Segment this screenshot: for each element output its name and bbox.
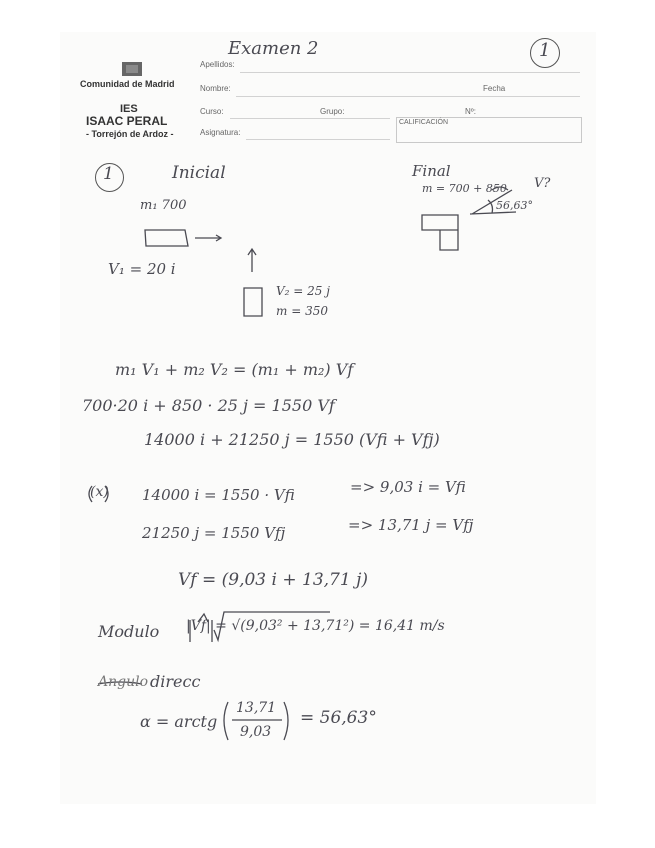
asignatura-label: Asignatura:: [200, 128, 241, 137]
modulo-label: Modulo: [98, 622, 160, 641]
inicial-label: Inicial: [172, 163, 226, 183]
mass-1: m₁ 700: [140, 198, 187, 213]
velocity-arrow-1: [195, 235, 221, 241]
school-name: ISAAC PERAL: [86, 114, 168, 128]
fecha-label: Fecha: [483, 84, 506, 93]
alpha-result: = 56,63°: [300, 708, 377, 728]
velocity-arrow-2: [248, 249, 256, 272]
page-number: 1: [539, 40, 551, 61]
grupo-label: Grupo:: [320, 107, 345, 116]
equation-y-right: => 13,71 j = Vfj: [348, 516, 474, 534]
block-1: [145, 230, 188, 246]
final-label: Final: [412, 162, 451, 180]
final-velocity: V?: [534, 176, 551, 191]
alpha-equation: α = arctg: [140, 712, 218, 731]
equation-final-velocity: Vf = (9,03 i + 13,71 j): [178, 570, 368, 590]
equation-y-left: 21250 j = 1550 Vfj: [142, 524, 286, 542]
handwritten-title: Examen 2: [228, 38, 319, 59]
school-city: - Torrejón de Ardoz -: [86, 129, 174, 139]
calificacion-label: CALIFICACIÓN: [399, 119, 449, 126]
equation-components: 14000 i + 21250 j = 1550 (Vfi + Vfj): [144, 430, 440, 449]
final-mass: m = 700 + 850: [422, 182, 507, 195]
equation-substitution: 700·20 i + 850 · 25 j = 1550 Vf: [82, 396, 335, 415]
block-2: [244, 288, 262, 316]
equation-x-left: 14000 i = 1550 · Vfi: [142, 486, 295, 504]
final-block: [422, 215, 458, 250]
alpha-numerator: 13,71: [236, 700, 277, 716]
mass-2: m = 350: [276, 304, 328, 318]
final-angle: 56,63°: [496, 199, 533, 212]
school-region: Comunidad de Madrid: [80, 79, 175, 89]
direccion-struck: Angulo: [98, 674, 149, 690]
curso-label: Curso:: [200, 107, 224, 116]
problem-number: 1: [103, 164, 114, 184]
equation-momentum: m₁ V₁ + m₂ V₂ = (m₁ + m₂) Vf: [115, 360, 354, 379]
equation-x-right: => 9,03 i = Vfi: [350, 478, 466, 496]
equation-x-label: (x): [90, 484, 109, 500]
velocity-1: V₁ = 20 i: [108, 260, 176, 278]
apellidos-label: Apellidos:: [200, 60, 235, 69]
angle-arrow: [470, 190, 516, 214]
velocity-2: V₂ = 25 j: [276, 284, 330, 298]
school-name-ies: IES: [120, 103, 138, 115]
numero-label: Nº:: [465, 107, 476, 116]
alpha-denominator: 9,03: [240, 724, 272, 740]
modulo-equation: |Vf| = √(9,03² + 13,71²) = 16,41 m/s: [186, 618, 445, 634]
direccion-label: direcc: [150, 672, 201, 691]
nombre-label: Nombre:: [200, 84, 231, 93]
